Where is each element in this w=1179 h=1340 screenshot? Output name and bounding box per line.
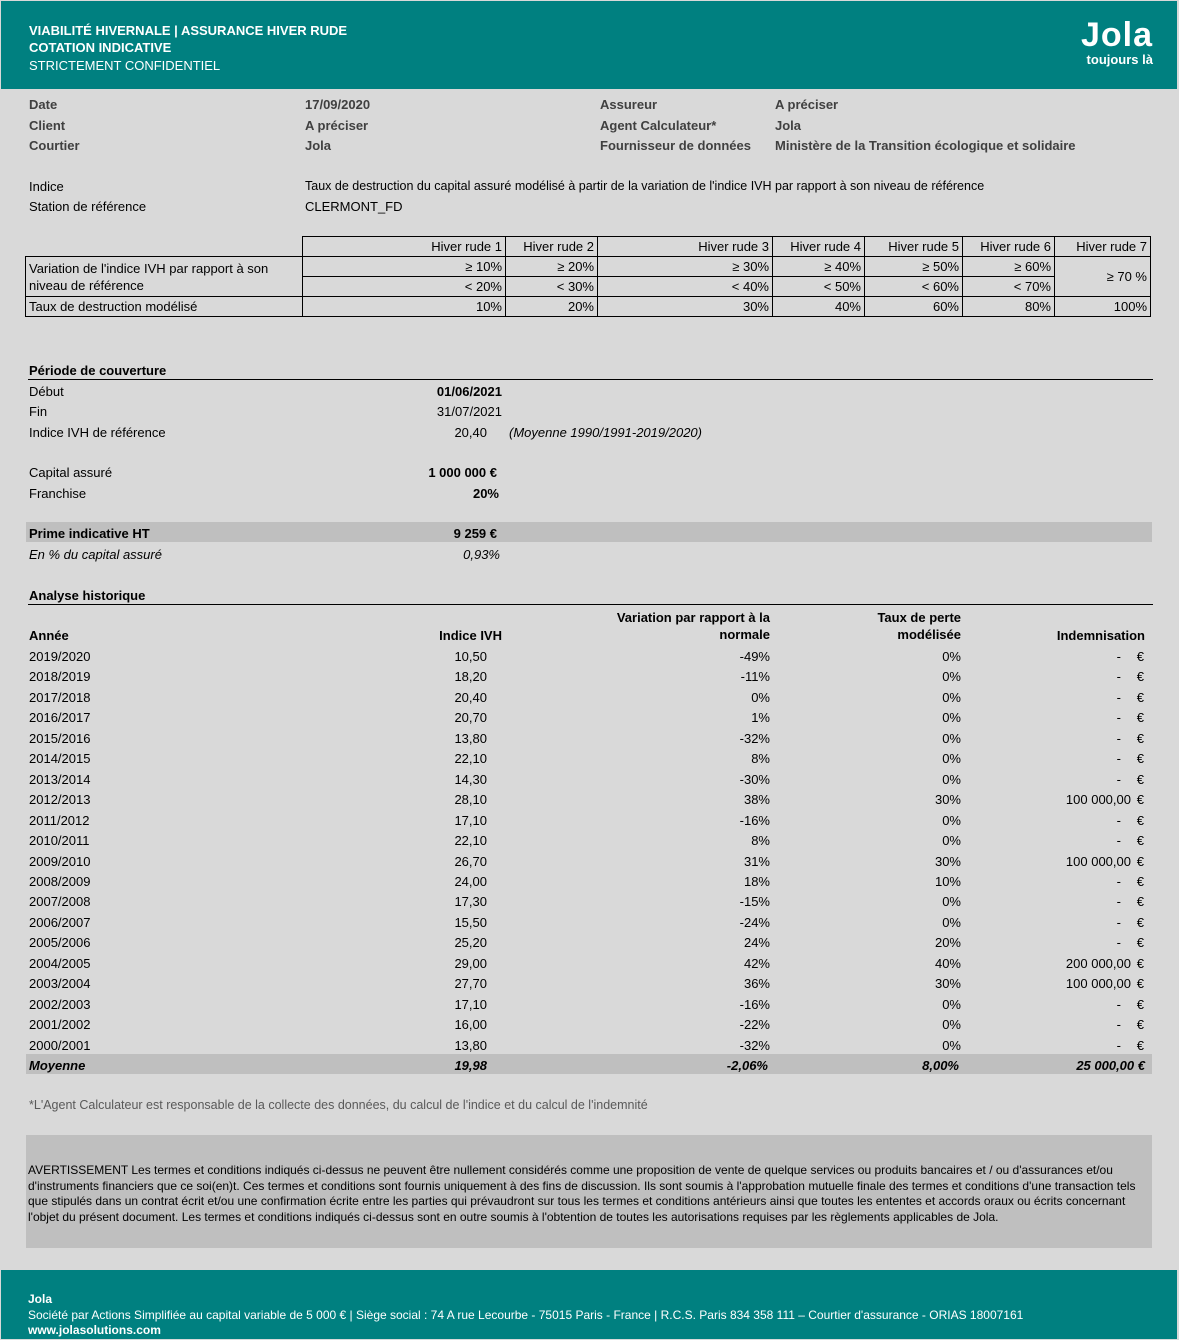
col-variation-2: normale xyxy=(719,627,770,642)
hiver-header: Hiver rude 7 xyxy=(1055,237,1151,257)
taux-cell: 0% xyxy=(942,996,961,1012)
variation-cell: 36% xyxy=(743,976,770,992)
annee-cell: 2015/2016 xyxy=(29,730,91,746)
hiver-header: Hiver rude 5 xyxy=(865,237,963,257)
annee-cell: 2001/2002 xyxy=(29,1017,91,1033)
couverture-title: Période de couverture xyxy=(29,363,167,378)
logo-text: Jola xyxy=(1080,16,1153,54)
upper-bound: < 60% xyxy=(865,277,963,297)
table-row xyxy=(0,915,1179,935)
taux-cell: 0% xyxy=(942,771,961,787)
annee-cell: 2019/2020 xyxy=(29,649,91,664)
ivh-cell: 13,80 xyxy=(454,730,487,746)
ivh-ref-note: (Moyenne 1990/1991-2019/2020) xyxy=(509,425,702,440)
currency-symbol: € xyxy=(1136,914,1144,930)
annee-cell: 2014/2015 xyxy=(29,751,91,767)
ivh-cell: 26,70 xyxy=(454,853,487,869)
annee-cell: 2018/2019 xyxy=(29,669,91,685)
variation-cell: -49% xyxy=(739,649,770,664)
taux-cell: 20% xyxy=(934,935,961,951)
hiver-header: Hiver rude 2 xyxy=(506,237,598,257)
currency-symbol: € xyxy=(1136,996,1144,1012)
table-row xyxy=(0,772,1179,792)
footer-company: Jola xyxy=(28,1292,53,1306)
col-indemnisation: Indemnisation xyxy=(1056,628,1145,643)
ivh-cell: 16,00 xyxy=(454,1017,487,1033)
indemnisation-cell: - xyxy=(1116,996,1121,1012)
table-row xyxy=(0,669,1179,689)
col-annee: Année xyxy=(29,628,69,643)
lower-bound: ≥ 30% xyxy=(598,257,773,277)
taux-cell: 0% xyxy=(942,710,961,726)
lower-bound: ≥ 20% xyxy=(506,257,598,277)
variation-cell: 8% xyxy=(751,833,770,849)
ivh-cell: 17,30 xyxy=(454,894,487,910)
client-label: Client xyxy=(29,118,66,133)
capital-label: Capital assuré xyxy=(29,465,113,480)
currency-symbol: € xyxy=(1136,812,1144,828)
currency-symbol: € xyxy=(1136,1037,1144,1053)
taux-cell: 0% xyxy=(942,1017,961,1033)
variation-cell: 8% xyxy=(751,751,770,767)
annee-cell: 2006/2007 xyxy=(29,914,91,930)
indemnisation-cell: 100 000,00 xyxy=(1065,976,1131,992)
variation-cell: -22% xyxy=(739,1017,770,1033)
taux-cell: 0% xyxy=(942,649,961,664)
currency-symbol: € xyxy=(1136,853,1144,869)
indemnisation-cell: - xyxy=(1116,649,1121,664)
moyenne-band xyxy=(26,1054,1152,1074)
indemnisation-cell: - xyxy=(1116,669,1121,685)
upper-bound: < 40% xyxy=(598,277,773,297)
ivh-cell: 14,30 xyxy=(454,771,487,787)
annee-cell: 2000/2001 xyxy=(29,1037,91,1053)
ivh-cell: 13,80 xyxy=(454,1037,487,1053)
agent-label: Agent Calculateur* xyxy=(600,118,717,133)
last-bound: ≥ 70 % xyxy=(1055,257,1151,297)
lower-bound: ≥ 40% xyxy=(773,257,865,277)
indemnisation-cell: - xyxy=(1116,751,1121,767)
lower-bound: ≥ 10% xyxy=(303,257,506,277)
taux-cell: 10% xyxy=(934,873,961,889)
indemnisation-cell: - xyxy=(1116,1037,1121,1053)
assureur-label: Assureur xyxy=(600,97,658,112)
annee-cell: 2017/2018 xyxy=(29,689,91,705)
ivh-cell: 22,10 xyxy=(454,833,487,849)
ivh-cell: 24,00 xyxy=(454,873,487,889)
indemnisation-cell: 100 000,00 xyxy=(1065,792,1131,808)
taux-value: 40% xyxy=(773,297,865,317)
courtier-label: Courtier xyxy=(29,138,80,153)
variation-cell: -11% xyxy=(740,669,770,685)
table-row xyxy=(0,751,1179,771)
currency-symbol: € xyxy=(1136,669,1144,685)
currency-symbol: € xyxy=(1136,935,1144,951)
date-label: Date xyxy=(29,97,58,112)
agent-note: *L'Agent Calculateur est responsable de la collecte des données, du calcul de l'indice et du calcul de l'indemnité xyxy=(29,1098,648,1112)
hiver-lower-row xyxy=(26,257,1151,277)
prime-label: Prime indicative HT xyxy=(29,526,150,541)
currency-symbol: € xyxy=(1136,792,1144,808)
couverture-divider xyxy=(28,379,1153,380)
ivh-cell: 22,10 xyxy=(454,751,487,767)
col-variation-1: Variation par rapport à la xyxy=(616,610,770,625)
fin-value: 31/07/2021 xyxy=(436,404,502,419)
taux-cell: 0% xyxy=(942,689,961,705)
ivh-cell: 29,00 xyxy=(454,955,487,971)
variation-cell: -32% xyxy=(739,730,770,746)
annee-cell: 2008/2009 xyxy=(29,873,91,889)
lower-bound: ≥ 60% xyxy=(963,257,1055,277)
header-banner xyxy=(1,1,1177,89)
taux-cell: 30% xyxy=(934,976,961,992)
annee-cell: 2005/2006 xyxy=(29,935,91,951)
currency-symbol: € xyxy=(1136,730,1144,746)
currency-symbol: € xyxy=(1136,751,1144,767)
variation-cell: 31% xyxy=(743,853,770,869)
taux-cell: 30% xyxy=(934,792,961,808)
header-subtitle: COTATION INDICATIVE xyxy=(29,40,172,55)
indemnisation-cell: - xyxy=(1116,730,1121,746)
table-row xyxy=(0,813,1179,833)
indemnisation-cell: - xyxy=(1116,710,1121,726)
variation-cell: -30% xyxy=(739,771,770,787)
logo-tagline: toujours là xyxy=(1086,52,1153,67)
station-label: Station de référence xyxy=(29,199,147,214)
upper-bound: < 30% xyxy=(506,277,598,297)
taux-value: 30% xyxy=(598,297,773,317)
currency-symbol: € xyxy=(1136,833,1144,849)
variation-label-line2: niveau de référence xyxy=(29,277,144,293)
moyenne-taux: 8,00% xyxy=(922,1058,959,1073)
ivh-cell: 20,40 xyxy=(454,689,487,705)
franchise-label: Franchise xyxy=(29,486,87,501)
variation-cell: -16% xyxy=(739,996,770,1012)
variation-cell: -15% xyxy=(739,894,770,910)
indemnisation-cell: - xyxy=(1116,873,1121,889)
fin-label: Fin xyxy=(29,404,48,419)
courtier-value: Jola xyxy=(305,138,332,153)
taux-cell: 0% xyxy=(942,833,961,849)
col-taux-1: Taux de perte xyxy=(877,610,961,625)
ivh-cell: 28,10 xyxy=(454,792,487,808)
table-row xyxy=(0,649,1179,669)
header-confidential: STRICTEMENT CONFIDENTIEL xyxy=(29,58,221,73)
taux-cell: 40% xyxy=(934,955,961,971)
station-value: CLERMONT_FD xyxy=(305,199,403,214)
ivh-cell: 17,10 xyxy=(454,996,487,1012)
assureur-value: A préciser xyxy=(775,97,839,112)
fournisseur-value: Ministère de la Transition écologique et solidaire xyxy=(775,138,1076,153)
currency-symbol: € xyxy=(1136,955,1144,971)
table-row xyxy=(0,874,1179,894)
disclaimer-text: AVERTISSEMENT Les termes et conditions indiqués ci-dessus ne peuvent être nullement considérés comme une proposition de vente de quelque services ou produits bancaires et / ou d'assurances et/ou d'instruments financiers que ce soi(en)t. Ces termes et conditions sont fournis uniquement à des fins de discussion. Ils sont soumis à l'approbation mutuelle finale des termes et conditions d'une transaction tels que stipulés dans un contrat écrit et/ou une confirmation écrite entre les parties qui prévaudront sur tous les termes et conditions antérieurs ainsi que toutes les ententes et accords oraux ou écrits concernant l'objet du présent document. Les termes et conditions indiqués ci-dessus sont en outre soumis à l'obtention de toutes les autorisations requises par les règlements applicables de Jola. xyxy=(28,1163,1136,1224)
variation-cell: 0% xyxy=(751,689,770,705)
indemnisation-cell: - xyxy=(1116,689,1121,705)
table-row xyxy=(0,731,1179,751)
annee-cell: 2013/2014 xyxy=(29,771,91,787)
header-title: VIABILITÉ HIVERNALE | ASSURANCE HIVER RUDE xyxy=(29,23,348,38)
historique-divider xyxy=(28,604,1153,605)
hiver-rude-table xyxy=(25,236,1151,317)
debut-label: Début xyxy=(29,384,64,399)
annee-cell: 2002/2003 xyxy=(29,996,91,1012)
taux-cell: 0% xyxy=(942,730,961,746)
indemnisation-cell: - xyxy=(1116,914,1121,930)
capital-value: 1 000 000 € xyxy=(428,465,497,480)
ivh-cell: 18,20 xyxy=(454,669,487,685)
indemnisation-cell: 100 000,00 xyxy=(1065,853,1131,869)
table-row xyxy=(0,792,1179,812)
indemnisation-cell: - xyxy=(1116,812,1121,828)
currency-symbol: € xyxy=(1136,649,1144,664)
indemnisation-cell: 200 000,00 xyxy=(1065,955,1131,971)
prime-band xyxy=(26,522,1152,542)
currency-symbol: € xyxy=(1136,873,1144,889)
agent-value: Jola xyxy=(775,118,802,133)
client-value: A préciser xyxy=(305,118,369,133)
annee-cell: 2011/2012 xyxy=(29,812,90,828)
currency-symbol: € xyxy=(1136,1017,1144,1033)
table-row xyxy=(0,833,1179,853)
taux-label: Taux de destruction modélisé xyxy=(26,297,303,317)
table-row xyxy=(0,894,1179,914)
variation-label xyxy=(26,257,303,297)
variation-cell: 18% xyxy=(743,873,770,889)
col-taux-2: modélisée xyxy=(897,627,961,642)
table-row xyxy=(0,690,1179,710)
variation-cell: 42% xyxy=(743,955,770,971)
variation-cell: 38% xyxy=(743,792,770,808)
moyenne-ivh: 19,98 xyxy=(454,1058,487,1073)
taux-value: 10% xyxy=(303,297,506,317)
prime-value: 9 259 € xyxy=(453,526,497,541)
taux-cell: 0% xyxy=(942,1037,961,1053)
lower-bound: ≥ 50% xyxy=(865,257,963,277)
pct-label: En % du capital assuré xyxy=(29,547,162,562)
franchise-value: 20% xyxy=(472,486,499,501)
debut-value: 01/06/2021 xyxy=(436,384,502,399)
taux-cell: 30% xyxy=(934,853,961,869)
ivh-cell: 25,20 xyxy=(454,935,487,951)
table-row xyxy=(0,710,1179,730)
taux-cell: 0% xyxy=(942,669,961,685)
annee-cell: 2010/2011 xyxy=(29,833,90,849)
variation-cell: -16% xyxy=(739,812,770,828)
taux-value: 100% xyxy=(1055,297,1151,317)
moyenne-indemnisation: 25 000,00 € xyxy=(1076,1058,1145,1073)
moyenne-variation: -2,06% xyxy=(726,1058,768,1073)
table-row xyxy=(0,976,1179,996)
annee-cell: 2004/2005 xyxy=(29,955,91,971)
table-row xyxy=(0,997,1179,1017)
fournisseur-label: Fournisseur de données xyxy=(600,138,751,153)
currency-symbol: € xyxy=(1136,771,1144,787)
annee-cell: 2003/2004 xyxy=(29,976,91,992)
hiver-header-row xyxy=(26,237,1151,257)
currency-symbol: € xyxy=(1136,894,1144,910)
ivh-cell: 10,50 xyxy=(454,649,487,664)
ivh-ref-label: Indice IVH de référence xyxy=(29,425,166,440)
indemnisation-cell: - xyxy=(1116,894,1121,910)
disclaimer-box xyxy=(26,1135,1152,1248)
taux-value: 20% xyxy=(506,297,598,317)
hiver-taux-row xyxy=(26,297,1151,317)
indemnisation-cell: - xyxy=(1116,833,1121,849)
taux-value: 80% xyxy=(963,297,1055,317)
currency-symbol: € xyxy=(1136,710,1144,726)
footer-legal: Société par Actions Simplifiée au capital variable de 5 000 € | Siège social : 74 A rue Lecourbe - 75015 Paris - France | R.C.S. Paris 834 358 111 – Courtier d'assurance - ORIAS 18007161 xyxy=(28,1308,1024,1322)
historique-title: Analyse historique xyxy=(29,588,146,603)
footer-website[interactable]: www.jolasolutions.com xyxy=(28,1323,161,1337)
table-row xyxy=(0,956,1179,976)
ivh-cell: 27,70 xyxy=(454,976,487,992)
taux-cell: 0% xyxy=(942,894,961,910)
variation-cell: -24% xyxy=(739,914,770,930)
upper-bound: < 70% xyxy=(963,277,1055,297)
jola-logo xyxy=(1081,17,1153,67)
moyenne-label: Moyenne xyxy=(29,1058,86,1073)
taux-value: 60% xyxy=(865,297,963,317)
taux-cell: 0% xyxy=(942,751,961,767)
variation-cell: 1% xyxy=(751,710,770,726)
indice-value: Taux de destruction du capital assuré modélisé à partir de la variation de l'indice IVH par rapport à son niveau de référence xyxy=(305,179,985,193)
upper-bound: < 20% xyxy=(303,277,506,297)
ivh-ref-value: 20,40 xyxy=(454,425,487,440)
indice-label: Indice xyxy=(29,179,64,194)
col-ivh: Indice IVH xyxy=(439,628,502,643)
variation-label-line1: Variation de l'indice IVH par rapport à son xyxy=(29,260,269,276)
date-value: 17/09/2020 xyxy=(305,97,371,112)
footer xyxy=(1,1270,1177,1339)
ivh-cell: 20,70 xyxy=(454,710,487,726)
indemnisation-cell: - xyxy=(1116,771,1121,787)
currency-symbol: € xyxy=(1136,689,1144,705)
pct-value: 0,93% xyxy=(463,547,500,562)
table-row xyxy=(0,935,1179,955)
annee-cell: 2007/2008 xyxy=(29,894,91,910)
indemnisation-cell: - xyxy=(1116,935,1121,951)
hiver-header: Hiver rude 1 xyxy=(303,237,506,257)
taux-cell: 0% xyxy=(942,812,961,828)
hiver-header: Hiver rude 6 xyxy=(963,237,1055,257)
hiver-header: Hiver rude 4 xyxy=(773,237,865,257)
table-row xyxy=(0,1017,1179,1037)
variation-cell: -32% xyxy=(739,1037,770,1053)
upper-bound: < 50% xyxy=(773,277,865,297)
ivh-cell: 17,10 xyxy=(454,812,487,828)
currency-symbol: € xyxy=(1136,976,1144,992)
hiver-header: Hiver rude 3 xyxy=(598,237,773,257)
annee-cell: 2012/2013 xyxy=(29,792,91,808)
table-row xyxy=(0,854,1179,874)
variation-cell: 24% xyxy=(743,935,770,951)
taux-cell: 0% xyxy=(942,914,961,930)
annee-cell: 2016/2017 xyxy=(29,710,91,726)
indemnisation-cell: - xyxy=(1116,1017,1121,1033)
annee-cell: 2009/2010 xyxy=(29,853,91,869)
ivh-cell: 15,50 xyxy=(454,914,487,930)
